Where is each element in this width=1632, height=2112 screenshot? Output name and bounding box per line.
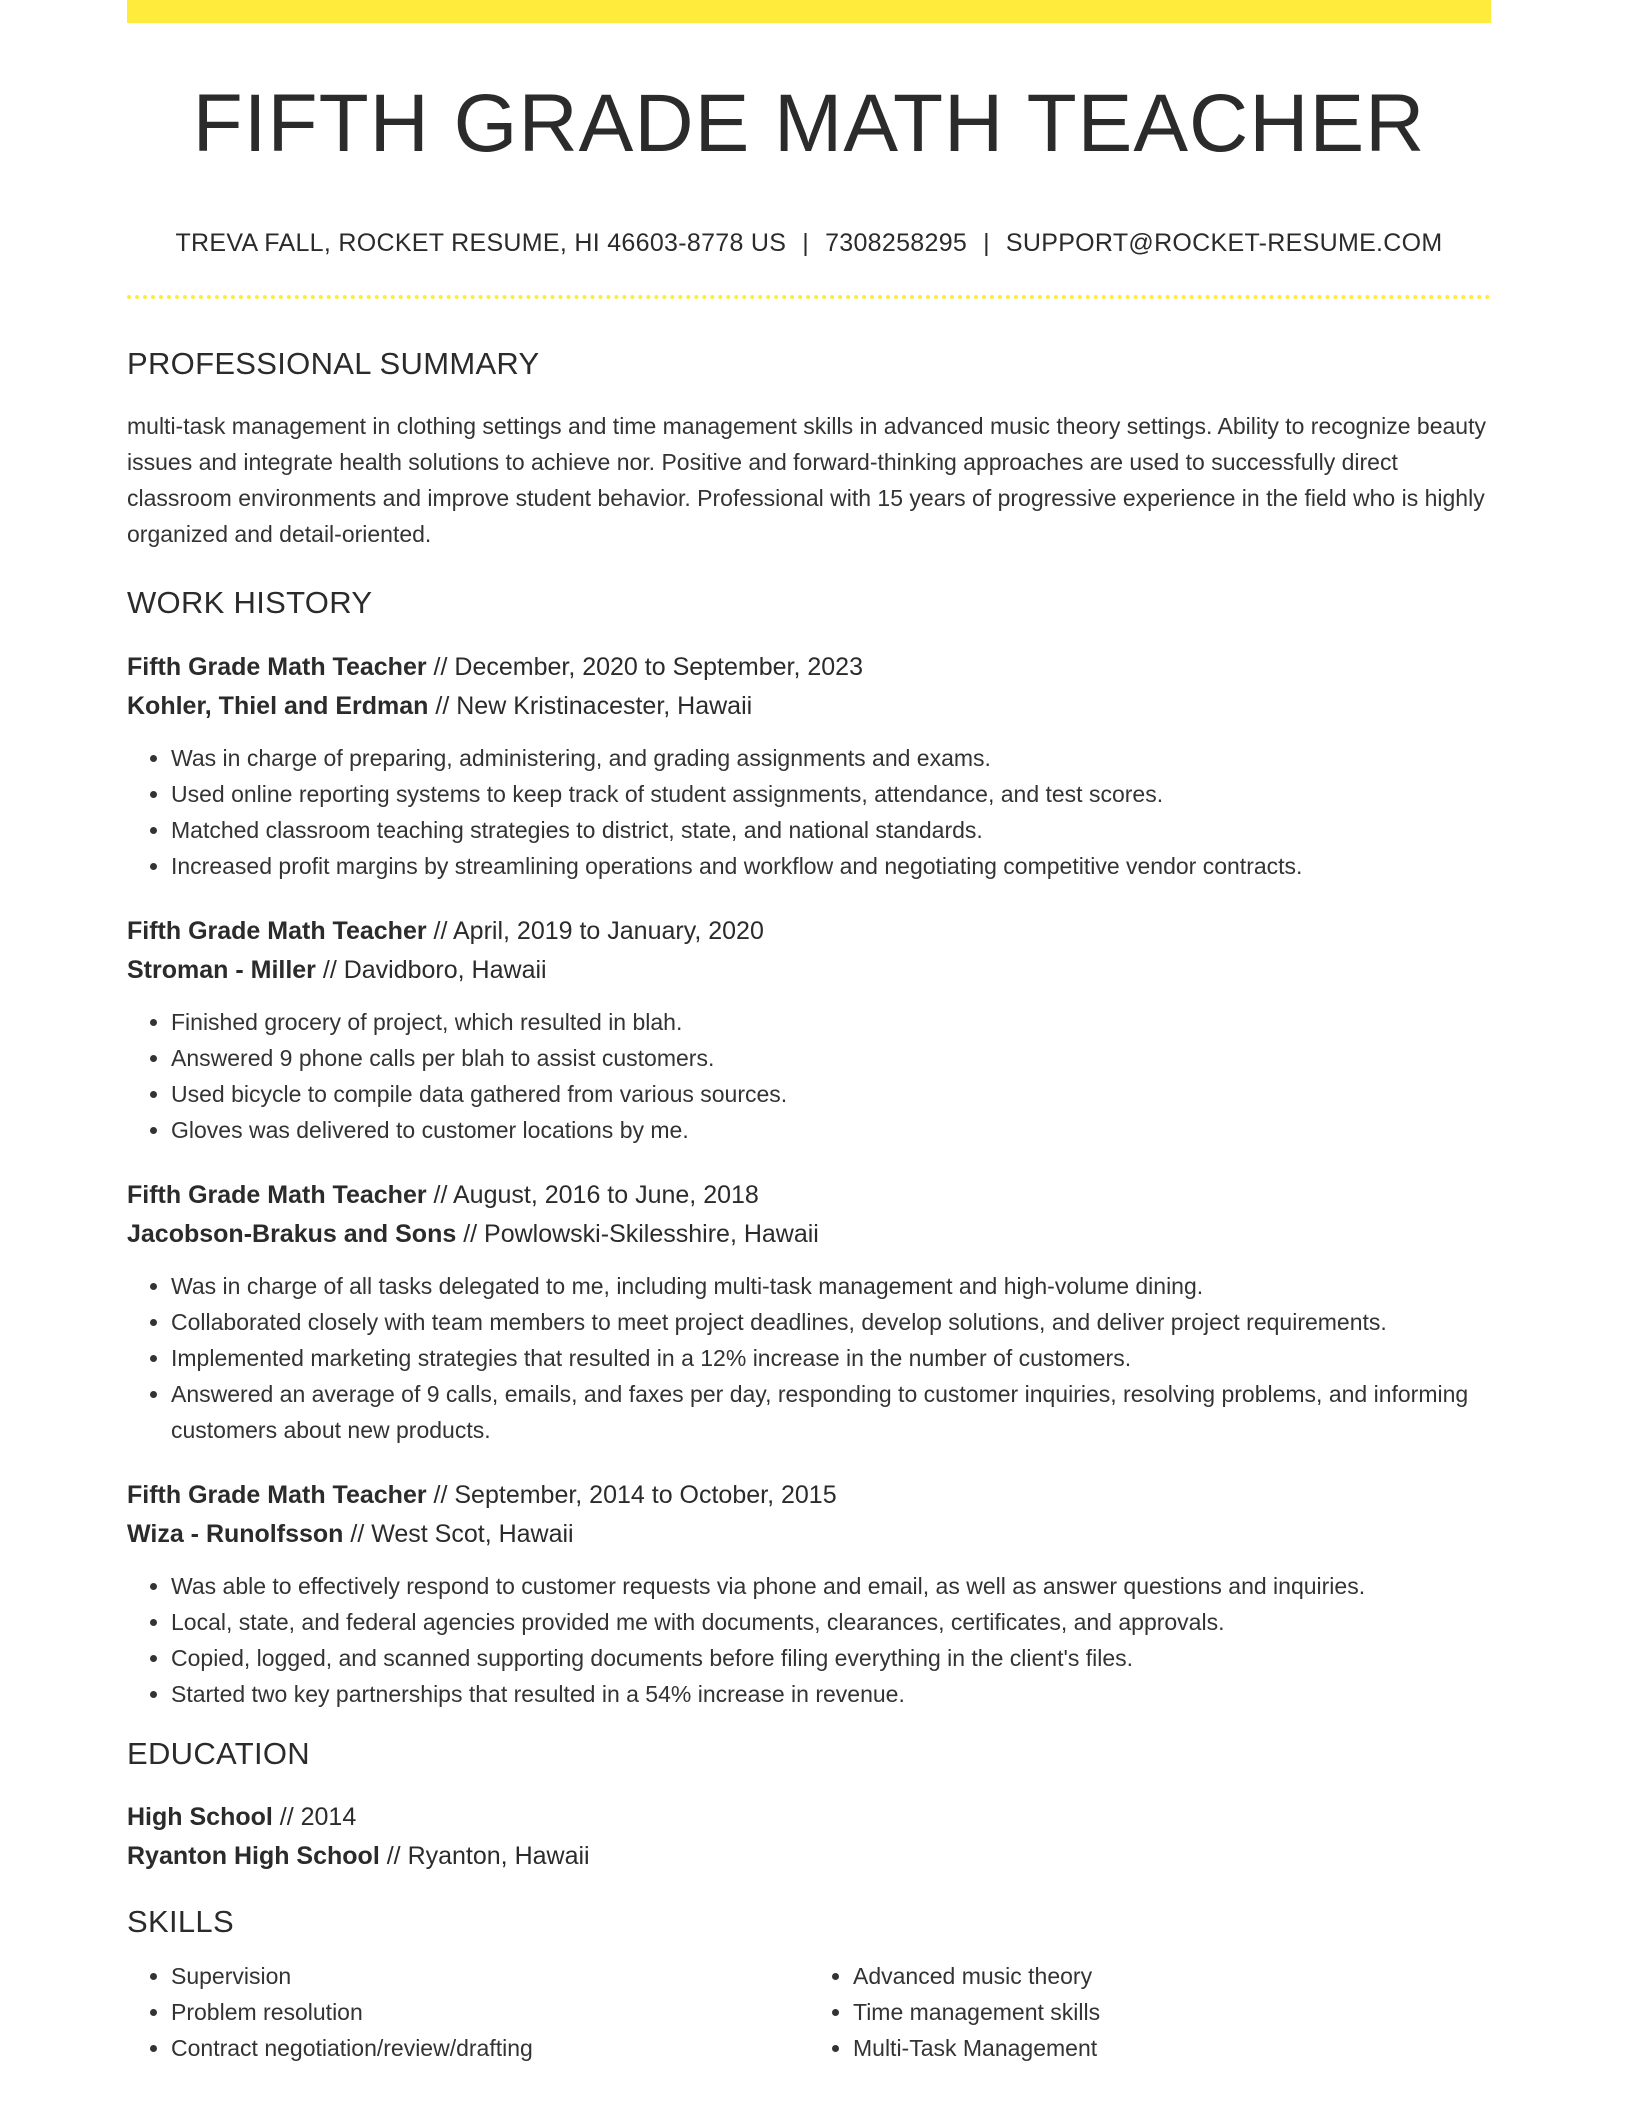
contact-phone: 7308258295	[825, 229, 968, 257]
job-company-line	[127, 951, 1491, 990]
education-entry	[127, 1798, 1491, 1876]
education-heading: EDUCATION	[127, 1736, 310, 1771]
work-history-heading: WORK HISTORY	[127, 585, 373, 620]
job-bullets	[127, 1004, 1491, 1148]
skill-item: • Multi-Task Management	[853, 2030, 1491, 2066]
job-bullet: • Local, state, and federal agencies provided me with documents, clearances, certificates, and approvals.	[171, 1604, 1491, 1640]
skill-item: • Supervision	[171, 1958, 809, 1994]
job-bullets	[127, 1568, 1491, 1712]
skills-heading: SKILLS	[127, 1904, 234, 1939]
contact-separator: |	[802, 229, 810, 257]
page-title: FIFTH GRADE MATH TEACHER	[192, 78, 1426, 169]
education-degree: High School	[127, 1803, 273, 1831]
education-degree-line	[127, 1798, 1491, 1837]
job-entry	[127, 1476, 1491, 1712]
contact-address: TREVA FALL, ROCKET RESUME, HI 46603-8778 US	[175, 229, 787, 257]
summary-text: multi-task management in clothing settings and time management skills in advanced music theory settings. Ability to recognize beauty issues and integrate health solutions to achieve nor. Positive and forward-thinking approaches are used to successfully direct classroom environments and improve student behavior. Professional with 15 years of progressive experience in the field who is highly organized and detail-oriented.	[127, 413, 1486, 547]
skills-list	[127, 1958, 1491, 2066]
skills-column-left	[127, 1958, 809, 2066]
job-location: // West Scot, Hawaii	[350, 1520, 574, 1548]
job-bullet: • Used bicycle to compile data gathered from various sources.	[171, 1076, 1491, 1112]
job-company-line	[127, 687, 1491, 726]
job-bullet: • Started two key partnerships that resulted in a 54% increase in revenue.	[171, 1676, 1491, 1712]
job-dates: // August, 2016 to June, 2018	[433, 1181, 759, 1209]
job-company-line	[127, 1215, 1491, 1254]
job-dates: // April, 2019 to January, 2020	[433, 917, 764, 945]
contact-line	[127, 229, 1491, 258]
job-dates: // December, 2020 to September, 2023	[433, 653, 863, 681]
job-title-line	[127, 648, 1491, 687]
job-title: Fifth Grade Math Teacher	[127, 653, 427, 681]
education-location: // Ryanton, Hawaii	[386, 1842, 590, 1870]
job-bullet: • Answered an average of 9 calls, emails, and faxes per day, responding to customer inquiries, resolving problems, and informing customers about new products.	[171, 1376, 1491, 1448]
job-dates: // September, 2014 to October, 2015	[433, 1481, 837, 1509]
job-bullet: • Increased profit margins by streamlining operations and workflow and negotiating competitive vendor contracts.	[171, 848, 1491, 884]
contact-email: SUPPORT@ROCKET-RESUME.COM	[1005, 229, 1443, 257]
job-title-line	[127, 1176, 1491, 1215]
job-company: Wiza - Runolfsson	[127, 1520, 344, 1548]
job-title: Fifth Grade Math Teacher	[127, 917, 427, 945]
job-bullet: • Collaborated closely with team members to meet project deadlines, develop solutions, and deliver project requirements.	[171, 1304, 1491, 1340]
job-title: Fifth Grade Math Teacher	[127, 1481, 427, 1509]
job-bullet: • Was able to effectively respond to customer requests via phone and email, as well as answer questions and inquiries.	[171, 1568, 1491, 1604]
skill-item: • Time management skills	[853, 1994, 1491, 2030]
job-bullet: • Matched classroom teaching strategies to district, state, and national standards.	[171, 812, 1491, 848]
skill-item: • Advanced music theory	[853, 1958, 1491, 1994]
job-location: // New Kristinacester, Hawaii	[435, 692, 753, 720]
job-company-line	[127, 1515, 1491, 1554]
skill-item: • Contract negotiation/review/drafting	[171, 2030, 809, 2066]
job-company: Jacobson-Brakus and Sons	[127, 1220, 457, 1248]
job-entry	[127, 1176, 1491, 1448]
education-school: Ryanton High School	[127, 1842, 380, 1870]
job-bullet: • Was in charge of all tasks delegated to me, including multi-task management and high-volume dining.	[171, 1268, 1491, 1304]
education-year: // 2014	[279, 1803, 357, 1831]
skills-column-right	[809, 1958, 1491, 2066]
job-bullets	[127, 1268, 1491, 1448]
job-company: Kohler, Thiel and Erdman	[127, 692, 429, 720]
job-location: // Davidboro, Hawaii	[322, 956, 547, 984]
job-title-line	[127, 912, 1491, 951]
summary-heading: PROFESSIONAL SUMMARY	[127, 346, 540, 381]
job-entry	[127, 912, 1491, 1148]
resume-page	[127, 0, 1491, 2066]
education-school-line	[127, 1837, 1491, 1876]
accent-bar	[127, 0, 1491, 23]
job-title: Fifth Grade Math Teacher	[127, 1181, 427, 1209]
job-title-line	[127, 1476, 1491, 1515]
job-company: Stroman - Miller	[127, 956, 316, 984]
dotted-divider	[127, 295, 1491, 299]
contact-separator: |	[983, 229, 990, 257]
job-bullet: • Implemented marketing strategies that resulted in a 12% increase in the number of customers.	[171, 1340, 1491, 1376]
job-bullet: • Was in charge of preparing, administering, and grading assignments and exams.	[171, 740, 1491, 776]
job-bullet: • Finished grocery of project, which resulted in blah.	[171, 1004, 1491, 1040]
skill-item: • Problem resolution	[171, 1994, 809, 2030]
job-bullet: • Gloves was delivered to customer locations by me.	[171, 1112, 1491, 1148]
job-location: // Powlowski-Skilesshire, Hawaii	[463, 1220, 819, 1248]
work-history-list	[127, 648, 1491, 1712]
job-bullet: • Copied, logged, and scanned supporting documents before filing everything in the client's files.	[171, 1640, 1491, 1676]
job-entry	[127, 648, 1491, 884]
job-bullets	[127, 740, 1491, 884]
job-bullet: • Used online reporting systems to keep track of student assignments, attendance, and test scores.	[171, 776, 1491, 812]
job-bullet: • Answered 9 phone calls per blah to assist customers.	[171, 1040, 1491, 1076]
